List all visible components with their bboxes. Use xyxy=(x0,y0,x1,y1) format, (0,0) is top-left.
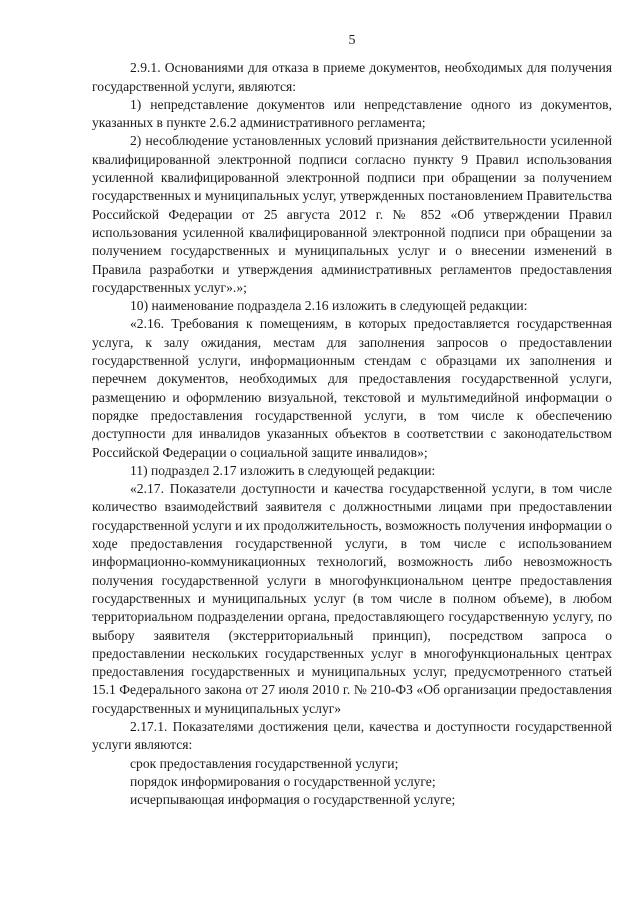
paragraph-2-17: «2.17. Показатели доступности и качества государственной услуги, в том числе количество взаимодействий заявителя с должностными лицами при предоставлении государственной услуги и их продолжительность, возможность получения информации о ходе предоставления государственной услуги, в том числе с использованием информационно-коммуникационных технологий, возможность либо невозможность получения государственной услуги в многофункциональном центре предоставления государственных и муниципальных услуг (в том числе в полном объеме), в любом территориальном подразделении органа, предоставляющего государственную услугу, по выбору заявителя (экстерриториальный принцип), посредством запроса о предоставлении нескольких государственных услуг в многофункциональных центрах предоставления государственных и муниципальных услуг, предусмотренного статьей 15.1 Федерального закона от 27 июля 2010 г. № 210-ФЗ «Об организации предоставления государственных и муниципальных услуг» xyxy=(92,481,612,716)
paragraph-item-11: 11) подраздел 2.17 изложить в следующей редакции: xyxy=(130,462,436,478)
paragraph-item-2: 2) несоблюдение установленных условий признания действительности усиленной квалифицированной электронной подписи согласно пункту 9 Правил использования усиленной квалифицированной электронной подписи при обращении за получением государственных и муниципальных услуг, утвержденных постановлением Правительства Российской Федерации от 25 августа 2012 г. № 852 «Об утверждении Правил использования усиленной квалифицированной электронной подписи при обращении за получением государственных и муниципальных услуг и о внесении изменений в Правила разработки и утверждения административных регламентов предоставления государственных услуг».»; xyxy=(92,133,612,295)
list-item: исчерпывающая информация о государственной услуге; xyxy=(130,792,456,808)
list-item: порядок информирования о государственной услуге; xyxy=(130,773,436,789)
document-body xyxy=(92,59,612,809)
paragraph-2-16: «2.16. Требования к помещениям, в которых предоставляется государственная услуга, к залу ожидания, местам для заполнения запросов о предоставлении государственной услуги, информационным стендам с образцами их заполнения и перечнем документов, необходимых для предоставления государственной услуги, размещению и оформлению визуальной, текстовой и мультимедийной информации о порядке предоставления государственной услуги, в том числе к обеспечению доступности для инвалидов указанных объектов в соответствии с законодательством Российской Федерации о социальной защите инвалидов»; xyxy=(92,316,612,460)
paragraph-2-17-1: 2.17.1. Показателями достижения цели, качества и доступности государственной услуги являются: xyxy=(92,718,612,753)
paragraph-item-10: 10) наименование подраздела 2.16 изложить в следующей редакции: xyxy=(130,298,528,314)
paragraph-2-9-1: 2.9.1. Основаниями для отказа в приеме документов, необходимых для получения государственной услуги, являются: xyxy=(92,60,612,94)
page-number: 5 xyxy=(348,33,356,48)
paragraph-item-1: 1) непредставление документов или непредставление одного из документов, указанных в пункте 2.6.2 административного регламента; xyxy=(92,96,612,131)
list-item: срок предоставления государственной услуги; xyxy=(130,755,399,771)
document-page xyxy=(92,32,612,809)
